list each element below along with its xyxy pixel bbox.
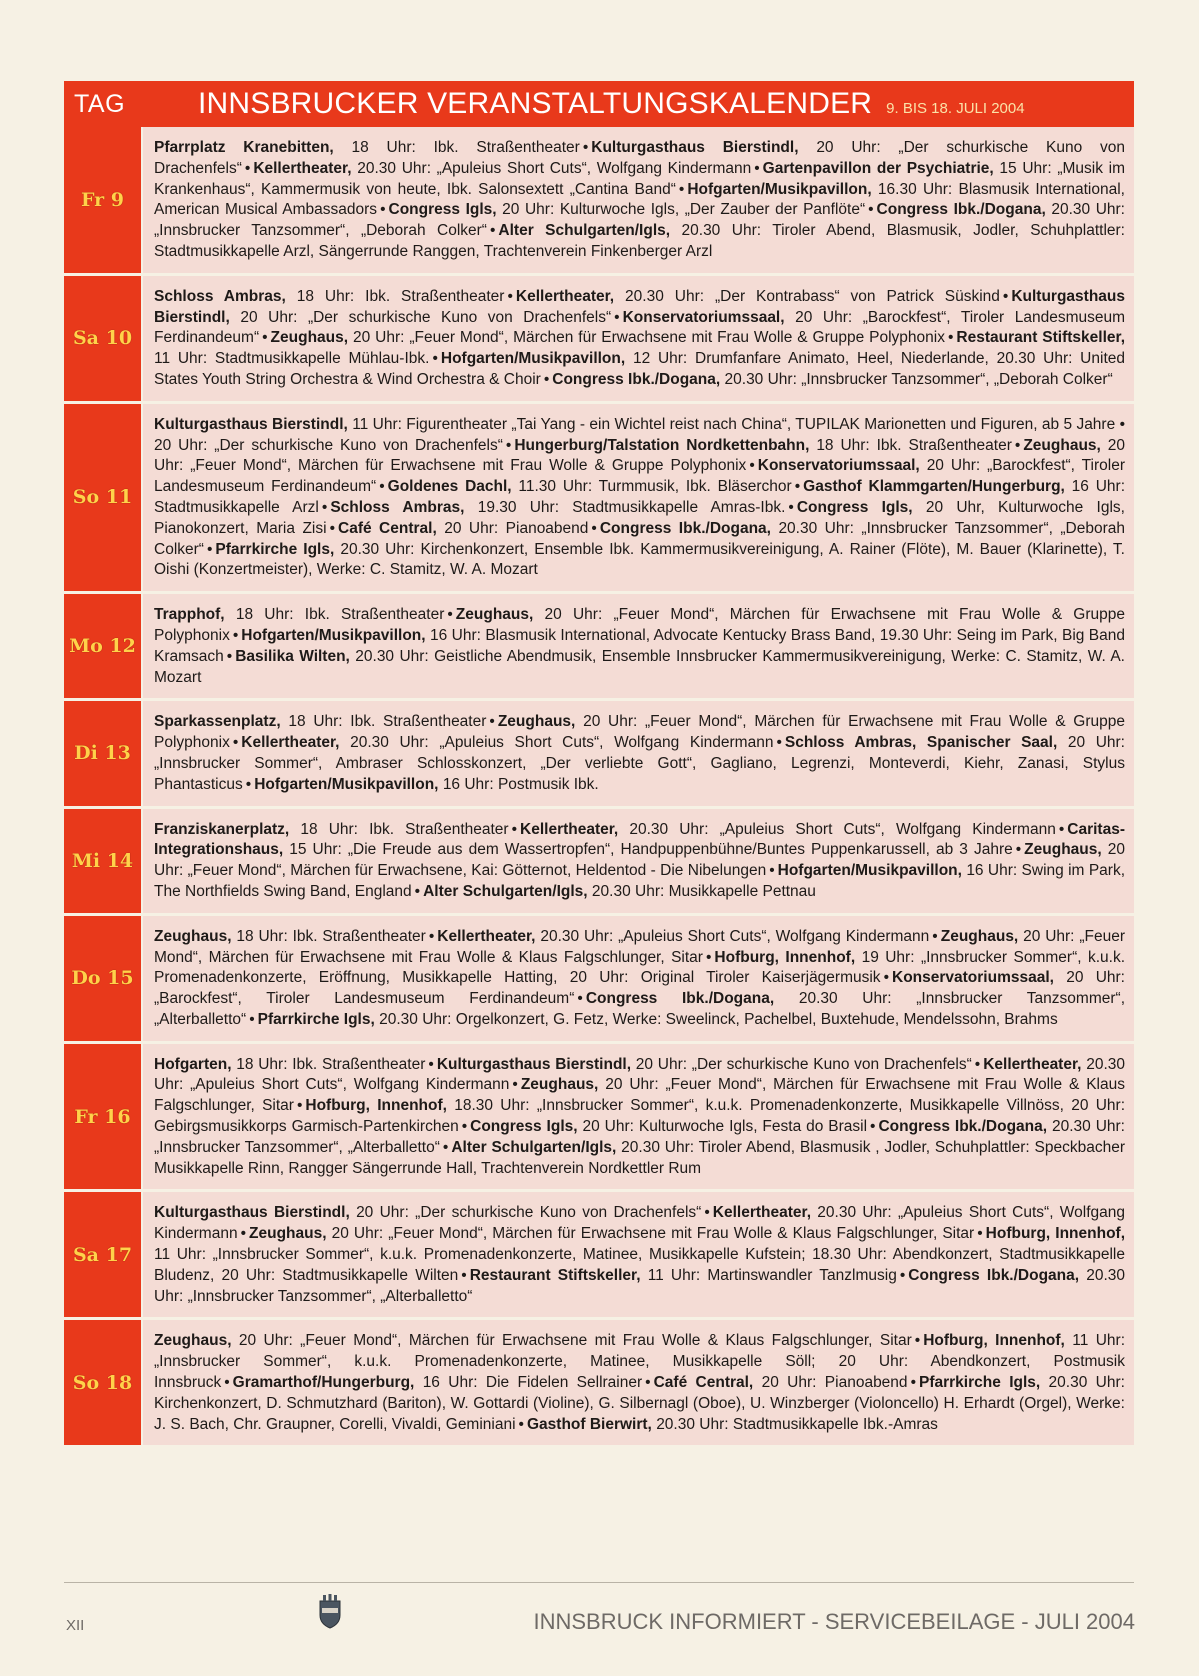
- event-venue: Gasthof Klammgarten/Hungerburg,: [803, 478, 1065, 496]
- event-details: 20.30 Uhr: „Apuleius Short Cuts“, Wolfgang Kindermann: [350, 734, 774, 752]
- event-venue: Kulturgasthaus Bierstindl,: [154, 1204, 350, 1222]
- bullet-separator: •: [883, 969, 889, 987]
- event-venue: Hofgarten/Musikpavillon,: [687, 180, 872, 198]
- bullet-separator: •: [414, 882, 421, 900]
- calendar-day-row: [64, 1320, 1134, 1448]
- day-label: Do 15: [71, 967, 134, 990]
- event-venue: Hofgarten/Musikpavillon,: [241, 626, 426, 644]
- event-entry: [154, 648, 1125, 686]
- event-details: 15 Uhr: „Die Freude aus dem Wassertropfen“, Handpuppenbühne/Buntes Puppenkarussell, ab 3 Jahre: [289, 841, 1013, 859]
- event-details: 20.30 Uhr: Tiroler Abend, Blasmusik, Jodler, Schuhplattler: Stadtmusikkapelle Arzl, Sängerrunde Ranggen, Trachtenverein Finkenberger Arzl: [154, 222, 1125, 260]
- bullet-separator: •: [461, 1266, 467, 1284]
- bullet-separator: •: [705, 948, 712, 966]
- event-details: 15 Uhr: „Musik im Krankenhaus“, Kammermusik von heute, Ibk. Salonsextett „Cantina Band“: [154, 159, 1126, 198]
- bullet-separator: •: [614, 308, 620, 326]
- event-details: 20 Uhr: „Feuer Mond“, Märchen für Erwachsene mit Frau Wolle & Gruppe Polyphonix: [154, 436, 1125, 475]
- event-entry: [527, 1416, 938, 1433]
- event-venue: Zeughaus,: [154, 1332, 232, 1350]
- event-venue: Kulturgasthaus Bierstindl,: [591, 139, 799, 156]
- event-venue: Gartenpavillon der Psychiatrie,: [762, 159, 994, 177]
- event-details: 20.30 Uhr: Kirchenkonzert, Ensemble Ibk. Kammermusikvereinigung, A. Rainer (Flöte), M. Bauer (Klarinette), T. Oishi (Konzertmeister), Werke: C. Stamitz, W. A. Mozart: [154, 540, 1125, 579]
- event-venue: Kulturgasthaus Bierstindl,: [436, 1055, 632, 1073]
- event-entry: [437, 1056, 972, 1073]
- event-entry: [520, 821, 1056, 838]
- event-details: 11 Uhr: Figurentheater „Tai Yang - ein Wichtel reist nach China“, TUPILAK Marionetten und Figuren, ab 5 Jahre • 20 Uhr: „Der schurkische Kuno von Drachenfels“: [154, 415, 1125, 454]
- event-venue: Pfarrplatz Kranebitten,: [154, 139, 334, 156]
- calendar-day-row: [64, 404, 1134, 594]
- event-entry: [470, 1267, 897, 1284]
- bullet-separator: •: [461, 1118, 468, 1136]
- event-entry: [154, 1204, 701, 1221]
- coat-of-arms-icon: [317, 1593, 343, 1629]
- bullet-separator: •: [868, 201, 874, 219]
- event-venue: Konservatoriumssaal,: [892, 969, 1054, 987]
- event-entry: [516, 288, 1000, 305]
- date-range: 9. BIS 18. JULI 2004: [886, 99, 1025, 117]
- calendar-day-row: [64, 1192, 1134, 1320]
- event-details: 20 Uhr: „Feuer Mond“, Märchen für Erwachsene, Kai: Götternot, Heldentod - Die Nibelungen: [154, 841, 1125, 880]
- event-venue: Konservatoriumssaal,: [622, 308, 785, 326]
- day-events: [143, 1192, 1134, 1317]
- event-venue: Zeughaus,: [940, 927, 1019, 945]
- event-details: 20.30 Uhr: Tiroler Abend, Blasmusik , Jodler, Schuhplattler: Speckbacher Musikkapelle Rinn, Rangger Sängerrunde Hall, Trachtenverein Nordkettler Rum: [154, 1138, 1125, 1177]
- event-entry: [249, 1225, 974, 1242]
- day-cell: [64, 701, 143, 805]
- day-cell: [64, 404, 143, 591]
- bullet-separator: •: [947, 329, 954, 347]
- event-entry: [514, 437, 1012, 454]
- bullet-separator: •: [321, 498, 328, 516]
- day-events: [143, 701, 1134, 805]
- day-cell: [64, 1192, 143, 1317]
- bullet-separator: •: [226, 647, 233, 665]
- event-details: 20 Uhr: „Barockfest“, Tiroler Landesmuseum Ferdinandeum“: [154, 308, 1125, 347]
- bullet-separator: •: [512, 1076, 518, 1094]
- bullet-separator: •: [914, 1332, 921, 1350]
- event-venue: Schloss Ambras,: [330, 498, 465, 516]
- bullet-separator: •: [591, 519, 597, 537]
- bullet-separator: •: [1058, 820, 1065, 838]
- event-venue: Congress Igls,: [796, 498, 913, 516]
- event-entry: [423, 883, 816, 900]
- event-venue: Caritas-Integrationshaus,: [154, 820, 1125, 859]
- event-details: 20.30 Uhr: „Innsbrucker Tanzsommer“, „Alterballetto“: [154, 1266, 1126, 1305]
- event-venue: Alter Schulgarten/Igls,: [423, 882, 588, 900]
- event-details: 20.30 Uhr: „Innsbrucker Tanzsommer“, „Deborah Colker“: [724, 370, 1113, 388]
- event-details: 20 Uhr: Kulturwoche Igls, „Der Zauber der Panflöte“: [502, 201, 866, 219]
- event-details: 18 Uhr: Ibk. Straßentheater: [296, 287, 505, 305]
- event-details: 11 Uhr: Martinswandler Tanzlmusig: [647, 1266, 897, 1284]
- bullet-separator: •: [447, 606, 453, 624]
- event-details: 20 Uhr: „Der schurkische Kuno von Drachenfels“: [635, 1055, 972, 1073]
- event-entry: [154, 139, 580, 156]
- day-events: [143, 809, 1134, 913]
- event-venue: Congress Igls,: [470, 1118, 578, 1136]
- event-venue: Zeughaus,: [497, 713, 576, 731]
- event-details: 20 Uhr: Pianoabend: [761, 1374, 908, 1392]
- event-details: 20.30 Uhr: Geistliche Abendmusik, Ensemble Innsbrucker Kammermusikvereinigung, Werke: C. Stamitz, W. A. Mozart: [154, 647, 1125, 686]
- event-details: 20 Uhr: Kulturwoche Igls, Festa do Brasil: [582, 1118, 868, 1136]
- calendar-day-row: [64, 809, 1134, 916]
- bullet-separator: •: [428, 1055, 434, 1073]
- event-venue: Hofburg, Innenhof,: [985, 1225, 1126, 1243]
- bullet-separator: •: [296, 1097, 303, 1115]
- event-details: 16 Uhr: Die Fidelen Sellrainer: [422, 1374, 643, 1392]
- event-details: 20 Uhr: „Barockfest“, Tiroler Landesmuseum Ferdinandeum“: [154, 457, 1126, 496]
- event-entry: [271, 329, 945, 346]
- event-venue: Kellertheater,: [253, 159, 352, 177]
- event-details: 19.30 Uhr: Stadtmusikkapelle Amras-Ibk.: [477, 498, 786, 516]
- event-details: 18.30 Uhr: „Innsbrucker Sommer“, k.u.k. Promenadenkonzerte, Musikkapelle Villnöss, 20 Uhr: Gebirgsmusikkorps Garmisch-Partenkirchen: [154, 1097, 1126, 1136]
- day-label: Sa 17: [72, 1243, 133, 1266]
- bullet-separator: •: [245, 775, 252, 793]
- event-details: 16 Uhr: Stadtmusikkapelle Arzl: [154, 478, 1125, 516]
- bullet-separator: •: [932, 927, 938, 945]
- event-details: 20 Uhr, Kulturwoche Igls, Pianokonzert, Maria Zisi: [154, 498, 1125, 537]
- calendar-header: [64, 81, 1134, 127]
- event-details: 20 Uhr: „Feuer Mond“, Märchen für Erwachsene mit Frau Wolle & Gruppe Polyphonix: [154, 606, 1125, 644]
- bullet-separator: •: [577, 990, 583, 1008]
- day-events: [143, 1044, 1134, 1190]
- event-entry: [253, 160, 751, 177]
- day-cell: [64, 127, 143, 273]
- event-entry: [389, 201, 866, 218]
- event-details: 20.30 Uhr: „Apuleius Short Cuts“, Wolfgang Kindermann: [154, 1055, 1125, 1094]
- bullet-separator: •: [206, 540, 213, 558]
- event-venue: Franziskanerplatz,: [154, 820, 290, 838]
- event-details: 20 Uhr: Pianoabend: [444, 519, 589, 537]
- event-venue: Restaurant Stiftskeller,: [469, 1266, 641, 1284]
- event-venue: Basilika Wilten,: [235, 647, 350, 665]
- event-venue: Congress Ibk./Dogana,: [599, 519, 771, 537]
- event-details: 20.30 Uhr: Musikkapelle Pettnau: [591, 882, 816, 900]
- day-label: Fr 9: [80, 188, 124, 211]
- event-venue: Pfarrkirche Igls,: [919, 1374, 1041, 1392]
- event-venue: Zeughaus,: [1024, 841, 1102, 859]
- event-details: 20 Uhr: „Feuer Mond“, Märchen für Erwachsene mit Frau Wolle & Gruppe Polyphonix: [154, 713, 1126, 752]
- bullet-separator: •: [329, 519, 335, 537]
- event-entry: [552, 371, 1113, 388]
- event-entry: [241, 734, 773, 751]
- event-venue: Pfarrkirche Igls,: [257, 1010, 375, 1028]
- bullet-separator: •: [428, 927, 435, 945]
- event-details: 18 Uhr: Ibk. Straßentheater: [300, 820, 509, 838]
- event-details: 20.30 Uhr: „Apuleius Short Cuts“, Wolfgang Kindermann: [154, 1204, 1126, 1243]
- event-details: 11 Uhr: „Innsbrucker Sommer“, k.u.k. Promenadenkonzerte, Matinee, Musikkapelle Kufstein; 18.30 Uhr: Abendkonzert, Stadtmusikkapelle Bludenz, 20 Uhr: Stadtmusikkapelle Wilten: [154, 1246, 1125, 1284]
- event-entry: [254, 776, 599, 793]
- event-details: 20 Uhr: „Feuer Mond“, Märchen für Erwachsene mit Frau Wolle & Klaus Falgschlunger, Sitar: [154, 927, 1125, 966]
- bullet-separator: •: [910, 1374, 916, 1392]
- day-cell: [64, 1044, 143, 1190]
- calendar-rows: [64, 127, 1134, 1448]
- event-details: 11.30 Uhr: Turmmusik, Ibk. Bläserchor: [518, 478, 792, 496]
- day-events: [143, 276, 1134, 401]
- event-venue: Goldenes Dachl,: [387, 478, 512, 496]
- event-details: 12 Uhr: Drumfanfare Animato, Heel, Niederlande, 20.30 Uhr: United States Youth String Orchestra & Wind Orchestra & Choir: [154, 350, 1125, 388]
- day-label: Mo 12: [69, 635, 136, 658]
- event-entry: [154, 606, 444, 623]
- day-events: [143, 404, 1134, 591]
- event-entry: [338, 520, 588, 537]
- event-entry: [437, 928, 929, 945]
- bullet-separator: •: [240, 1225, 247, 1243]
- event-venue: Gasthof Bierwirt,: [526, 1415, 652, 1433]
- event-venue: Congress Ibk./Dogana,: [585, 990, 775, 1008]
- event-venue: Kellertheater,: [515, 287, 615, 305]
- event-details: 20 Uhr: „Innsbrucker Sommer“, Ambraser Schlosskonzert, „Der verliebte Gott“, Gagliano, Legrenzi, Monteverdi, Kiehr, Zanasi, Stylus Phantasticus: [154, 734, 1125, 793]
- event-venue: Congress Ibk./Dogana,: [876, 201, 1046, 219]
- event-details: 18 Uhr: Ibk. Straßentheater: [236, 927, 426, 945]
- bullet-separator: •: [380, 201, 386, 219]
- day-events: [143, 1320, 1134, 1445]
- event-entry: [654, 1374, 908, 1391]
- bullet-separator: •: [511, 820, 518, 838]
- bullet-separator: •: [1014, 436, 1021, 454]
- event-venue: Pfarrkirche Igls,: [215, 540, 335, 558]
- bullet-separator: •: [432, 350, 438, 368]
- event-venue: Zeughaus,: [1023, 436, 1101, 454]
- event-details: 20 Uhr: „Feuer Mond“, Märchen für Erwachsene mit Frau Wolle & Klaus Falgschlunger, Sitar: [331, 1225, 975, 1243]
- event-details: 20.30 Uhr: „Der Kontrabass“ von Patrick Süskind: [625, 287, 1000, 305]
- event-details: 20 Uhr: „Der schurkische Kuno von Drachenfels“: [154, 139, 1125, 177]
- event-details: 20 Uhr: „Feuer Mond“, Märchen für Erwachsene mit Frau Wolle & Gruppe Polyphonix: [352, 329, 945, 347]
- event-venue: Schloss Ambras, Spanischer Saal,: [784, 734, 1058, 752]
- day-label: Mi 14: [71, 849, 134, 872]
- event-details: 20.30 Uhr: Stadtmusikkapelle Ibk.-Amras: [656, 1415, 938, 1433]
- event-entry: [470, 1118, 867, 1135]
- day-events: [143, 594, 1134, 698]
- day-label: Sa 10: [72, 327, 133, 350]
- event-details: 11 Uhr: „Innsbrucker Sommer“, k.u.k. Promenadenkonzerte, Matinee, Musikkapelle Söll; 20 Uhr: Abendkonzert, Postmusik Innsbruck: [154, 1332, 1126, 1392]
- bullet-separator: •: [232, 626, 239, 644]
- calendar-day-row: [64, 916, 1134, 1044]
- bullet-separator: •: [704, 1204, 710, 1222]
- event-details: 20.30 Uhr: „Innsbrucker Tanzsommer“, „Deborah Colker“: [154, 201, 1125, 240]
- event-details: 18 Uhr: Ibk. Straßentheater: [288, 713, 487, 731]
- bullet-separator: •: [507, 287, 513, 305]
- calendar-day-row: [64, 1044, 1134, 1193]
- event-details: 18 Uhr: Ibk. Straßentheater: [236, 1055, 426, 1073]
- calendar-day-row: [64, 701, 1134, 808]
- event-venue: Kellertheater,: [712, 1204, 811, 1222]
- bullet-separator: •: [505, 436, 512, 454]
- calendar-day-row: [64, 127, 1134, 276]
- event-venue: Kellertheater,: [437, 927, 536, 945]
- event-venue: Kellertheater,: [241, 734, 340, 752]
- day-column-header: TAG: [74, 89, 126, 118]
- event-details: 20.30 Uhr: „Apuleius Short Cuts“, Wolfgang Kindermann: [629, 820, 1056, 838]
- bullet-separator: •: [678, 180, 685, 198]
- footer-divider: [64, 1582, 1134, 1583]
- event-venue: Zeughaus,: [270, 329, 349, 347]
- event-venue: Kellertheater,: [520, 820, 619, 838]
- bullet-separator: •: [224, 1374, 230, 1392]
- bullet-separator: •: [794, 478, 801, 496]
- event-entry: [330, 499, 785, 516]
- event-venue: Hofgarten/Musikpavillon,: [440, 350, 626, 368]
- day-label: So 18: [72, 1371, 133, 1394]
- event-entry: [154, 1056, 425, 1073]
- event-details: 18 Uhr: Ibk. Straßentheater: [351, 139, 580, 156]
- bullet-separator: •: [489, 713, 495, 731]
- event-details: 20.30 Uhr: Kirchenkonzert, D. Schmutzhard (Bariton), W. Gottardi (Violine), G. Silbernagl (Oboe), U. Winzberger (Violoncello) H. Erhardt (Orgel), Werke: J. S. Bach, Chr. Graupner, Corelli, Vivaldi, Geminiani: [154, 1374, 1125, 1433]
- event-venue: Kulturgasthaus Bierstindl,: [154, 415, 348, 433]
- event-entry: [154, 821, 509, 838]
- bullet-separator: •: [870, 1118, 876, 1136]
- day-events: [143, 127, 1134, 273]
- publication-title: INNSBRUCK INFORMIERT - SERVICEBEILAGE - JULI 2004: [533, 1609, 1135, 1634]
- event-venue: Kulturgasthaus Bierstindl,: [154, 287, 1126, 326]
- event-venue: Zeughaus,: [154, 927, 232, 945]
- event-venue: Congress Igls,: [388, 201, 497, 219]
- bullet-separator: •: [769, 862, 775, 880]
- bullet-separator: •: [899, 1266, 906, 1284]
- event-venue: Café Central,: [338, 519, 437, 537]
- bullet-separator: •: [788, 498, 794, 516]
- event-venue: Zeughaus,: [455, 606, 534, 624]
- event-venue: Congress Ibk./Dogana,: [552, 370, 721, 388]
- calendar-day-row: [64, 594, 1134, 701]
- event-entry: [154, 541, 1125, 579]
- day-cell: [64, 916, 143, 1041]
- event-details: 20.30 Uhr: „Innsbrucker Tanzsommer“, „Alterballetto“: [154, 1118, 1125, 1156]
- bullet-separator: •: [974, 1055, 981, 1073]
- calendar-day-row: [64, 276, 1134, 404]
- page-number: XII: [66, 1617, 85, 1634]
- event-venue: Restaurant Stiftskeller,: [956, 329, 1125, 347]
- event-details: 20 Uhr: „Feuer Mond“, Märchen für Erwachsene mit Frau Wolle & Klaus Falgschlunger, Sitar: [154, 1076, 1125, 1115]
- event-entry: [154, 1332, 912, 1349]
- event-venue: Alter Schulgarten/Igls,: [451, 1138, 617, 1156]
- bullet-separator: •: [977, 1225, 983, 1243]
- bullet-separator: •: [232, 734, 239, 752]
- event-details: 18 Uhr: Ibk. Straßentheater: [235, 606, 445, 624]
- event-venue: Hofgarten,: [154, 1055, 232, 1073]
- event-venue: Café Central,: [653, 1374, 754, 1392]
- event-venue: Sparkassenplatz,: [154, 713, 281, 731]
- event-details: 16 Uhr: Blasmusik International, Advocate Kentucky Brass Band, 19.30 Uhr: Seing im Park, Big Band Kramsach: [154, 626, 1126, 665]
- event-venue: Schloss Ambras,: [154, 287, 286, 305]
- event-venue: Zeughaus,: [249, 1225, 327, 1243]
- calendar-title: INNSBRUCKER VERANSTALTUNGSKALENDER: [198, 87, 873, 120]
- event-entry: [154, 288, 504, 305]
- event-venue: Congress Ibk./Dogana,: [878, 1118, 1048, 1136]
- event-details: 20 Uhr: „Der schurkische Kuno von Drachenfels“: [240, 308, 612, 326]
- event-details: 20.30 Uhr: „Apuleius Short Cuts“, Wolfgang Kindermann: [357, 159, 752, 177]
- bullet-separator: •: [489, 222, 496, 240]
- bullet-separator: •: [379, 478, 385, 496]
- event-entry: [233, 1374, 643, 1391]
- bullet-separator: •: [645, 1374, 651, 1392]
- event-details: 20 Uhr: „Barockfest“, Tiroler Landesmuseum Ferdinandeum“: [154, 969, 1125, 1008]
- event-venue: Alter Schulgarten/Igls,: [498, 222, 671, 240]
- day-label: So 11: [72, 486, 133, 509]
- event-details: 18 Uhr: Ibk. Straßentheater: [816, 436, 1012, 454]
- event-venue: Gramarthof/Hungerburg,: [232, 1374, 415, 1392]
- event-entry: [154, 928, 426, 945]
- event-venue: Hofburg, Innenhof,: [714, 948, 856, 966]
- bullet-separator: •: [244, 159, 251, 177]
- event-details: 20.30 Uhr: „Innsbrucker Tanzsommer“, „Alterballetto“: [154, 990, 1125, 1028]
- event-venue: Hofburg, Innenhof,: [923, 1332, 1065, 1350]
- bullet-separator: •: [1015, 841, 1022, 859]
- bullet-separator: •: [543, 370, 550, 388]
- bullet-separator: •: [518, 1415, 524, 1433]
- day-label: Fr 16: [74, 1105, 131, 1128]
- event-details: 20 Uhr: „Feuer Mond“, Märchen für Erwachsene mit Frau Wolle & Klaus Falgschlunger, Sitar: [238, 1332, 912, 1350]
- event-venue: Hofgarten/Musikpavillon,: [254, 775, 439, 793]
- event-details: 20.30 Uhr: „Apuleius Short Cuts“, Wolfgang Kindermann: [540, 927, 930, 945]
- event-venue: Hungerburg/Talstation Nordkettenbahn,: [514, 436, 810, 454]
- event-venue: Hofburg, Innenhof,: [305, 1097, 447, 1115]
- event-venue: Congress Ibk./Dogana,: [908, 1266, 1080, 1284]
- bullet-separator: •: [1002, 287, 1009, 305]
- bullet-separator: •: [776, 734, 782, 752]
- event-details: 16 Uhr: Swing im Park, The Northfields Swing Band, England: [154, 862, 1125, 900]
- bullet-separator: •: [582, 139, 589, 156]
- event-details: 16 Uhr: Postmusik Ibk.: [442, 775, 599, 793]
- day-cell: [64, 276, 143, 401]
- event-details: 20 Uhr: „Der schurkische Kuno von Drachenfels“: [356, 1204, 702, 1222]
- day-events: [143, 916, 1134, 1041]
- bullet-separator: •: [749, 457, 755, 475]
- event-venue: Hofgarten/Musikpavillon,: [777, 862, 962, 880]
- event-details: 20.30 Uhr: „Innsbrucker Tanzsommer“, „Deborah Colker“: [154, 519, 1125, 558]
- bullet-separator: •: [442, 1138, 449, 1156]
- day-cell: [64, 1320, 143, 1445]
- bullet-separator: •: [754, 159, 760, 177]
- event-entry: [388, 478, 792, 495]
- bullet-separator: •: [262, 329, 268, 347]
- day-label: Di 13: [74, 742, 131, 765]
- day-cell: [64, 809, 143, 913]
- event-venue: Zeughaus,: [520, 1076, 599, 1094]
- day-cell: [64, 594, 143, 698]
- event-details: 11 Uhr: Stadtmusikkapelle Mühlau-Ibk.: [154, 350, 430, 368]
- event-details: 16.30 Uhr: Blasmusik International, American Musical Ambassadors: [154, 180, 1125, 219]
- event-venue: Kellertheater,: [983, 1055, 1082, 1073]
- event-details: 19 Uhr: „Innsbrucker Sommer“, k.u.k. Promenadenkonzerte, Eröffnung, Musikkapelle Hatting, 20 Uhr: Original Tiroler Kaiserjägermusik: [154, 948, 1126, 987]
- event-venue: Konservatoriumssaal,: [757, 457, 920, 475]
- event-entry: [258, 1011, 1058, 1028]
- bullet-separator: •: [249, 1010, 255, 1028]
- event-entry: [154, 713, 486, 730]
- event-venue: Trapphof,: [154, 606, 225, 624]
- event-details: 20.30 Uhr: Orgelkonzert, G. Fetz, Werke: Sweelinck, Pachelbel, Buxtehude, Mendelssohn, Brahms: [379, 1010, 1058, 1028]
